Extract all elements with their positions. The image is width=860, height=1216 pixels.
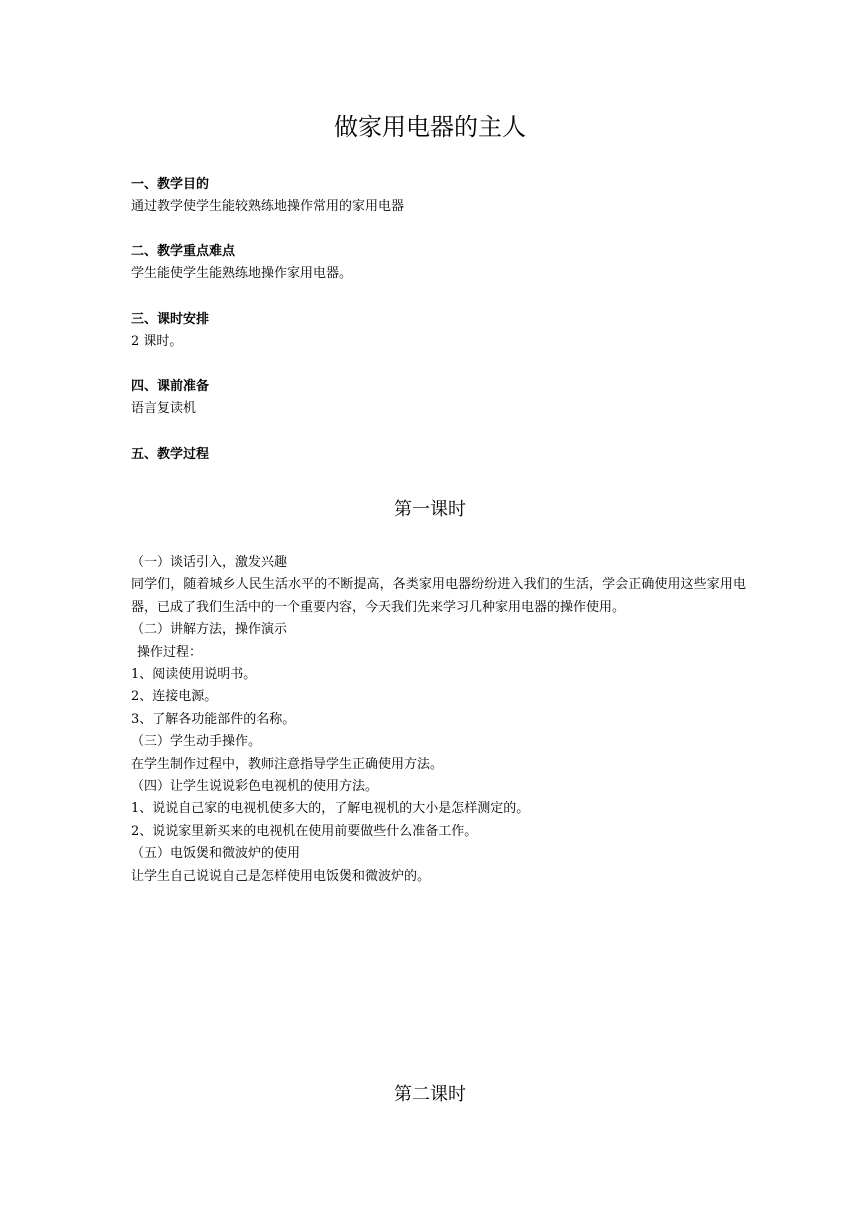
lesson1-title: 第一课时	[394, 499, 466, 520]
lesson-line: （一）谈话引入，激发兴趣	[131, 555, 288, 570]
section-key-points	[131, 241, 751, 285]
lesson-line: 1、阅读使用说明书。	[131, 667, 257, 683]
section-body: 通过教学使学生能较熟练地操作常用的家用电器	[131, 199, 405, 214]
lesson-paragraph: 同学们，随着城乡人民生活水平的不断提高，各类家用电器纷纷进入我们的生活，学会正确使用这些家用电器，已成了我们生活中的一个重要内容，今天我们先来学习几种家用电器的操作使用。	[131, 577, 746, 615]
lesson2-title: 第二课时	[394, 1084, 466, 1105]
section-body: 语言复读机	[131, 401, 197, 416]
lesson-line: 让学生自己说说自己是怎样使用电饭煲和微波炉的。	[131, 868, 431, 884]
lesson-line: （三）学生动手操作。	[131, 734, 262, 750]
lesson-line: 在学生制作过程中，教师注意指导学生正确使用方法。	[131, 756, 444, 772]
lesson-line: 操作过程：	[137, 644, 203, 660]
section-heading: 三、课时安排	[131, 312, 210, 327]
section-body: 2 课时。	[131, 334, 183, 349]
section-heading: 一、教学目的	[131, 177, 210, 192]
section-schedule	[131, 309, 751, 353]
section-preparation	[131, 376, 751, 420]
lesson-line: （五）电饭煲和微波炉的使用	[131, 846, 301, 862]
section-heading: 五、教学过程	[131, 447, 210, 462]
section-objectives	[131, 174, 751, 218]
section-heading: 四、课前准备	[131, 379, 210, 394]
lesson1-body	[131, 552, 746, 888]
lesson-line: 3、了解各功能部件的名称。	[131, 711, 296, 727]
section-process	[131, 444, 751, 466]
section-body: 学生能使学生能熟练地操作家用电器。	[131, 266, 353, 281]
section-heading: 二、教学重点难点	[131, 244, 236, 259]
lesson-line: 2、说说家里新买来的电视机在使用前要做些什么准备工作。	[131, 823, 478, 839]
lesson-line: 2、连接电源。	[131, 689, 218, 705]
lesson-line: 1、说说自己家的电视机使多大的，了解电视机的大小是怎样测定的。	[131, 801, 530, 817]
lesson-line: （二）讲解方法，操作演示	[131, 622, 288, 638]
document-title: 做家用电器的主人	[334, 113, 526, 141]
lesson-line: （四）让学生说说彩色电视机的使用方法。	[131, 779, 379, 795]
